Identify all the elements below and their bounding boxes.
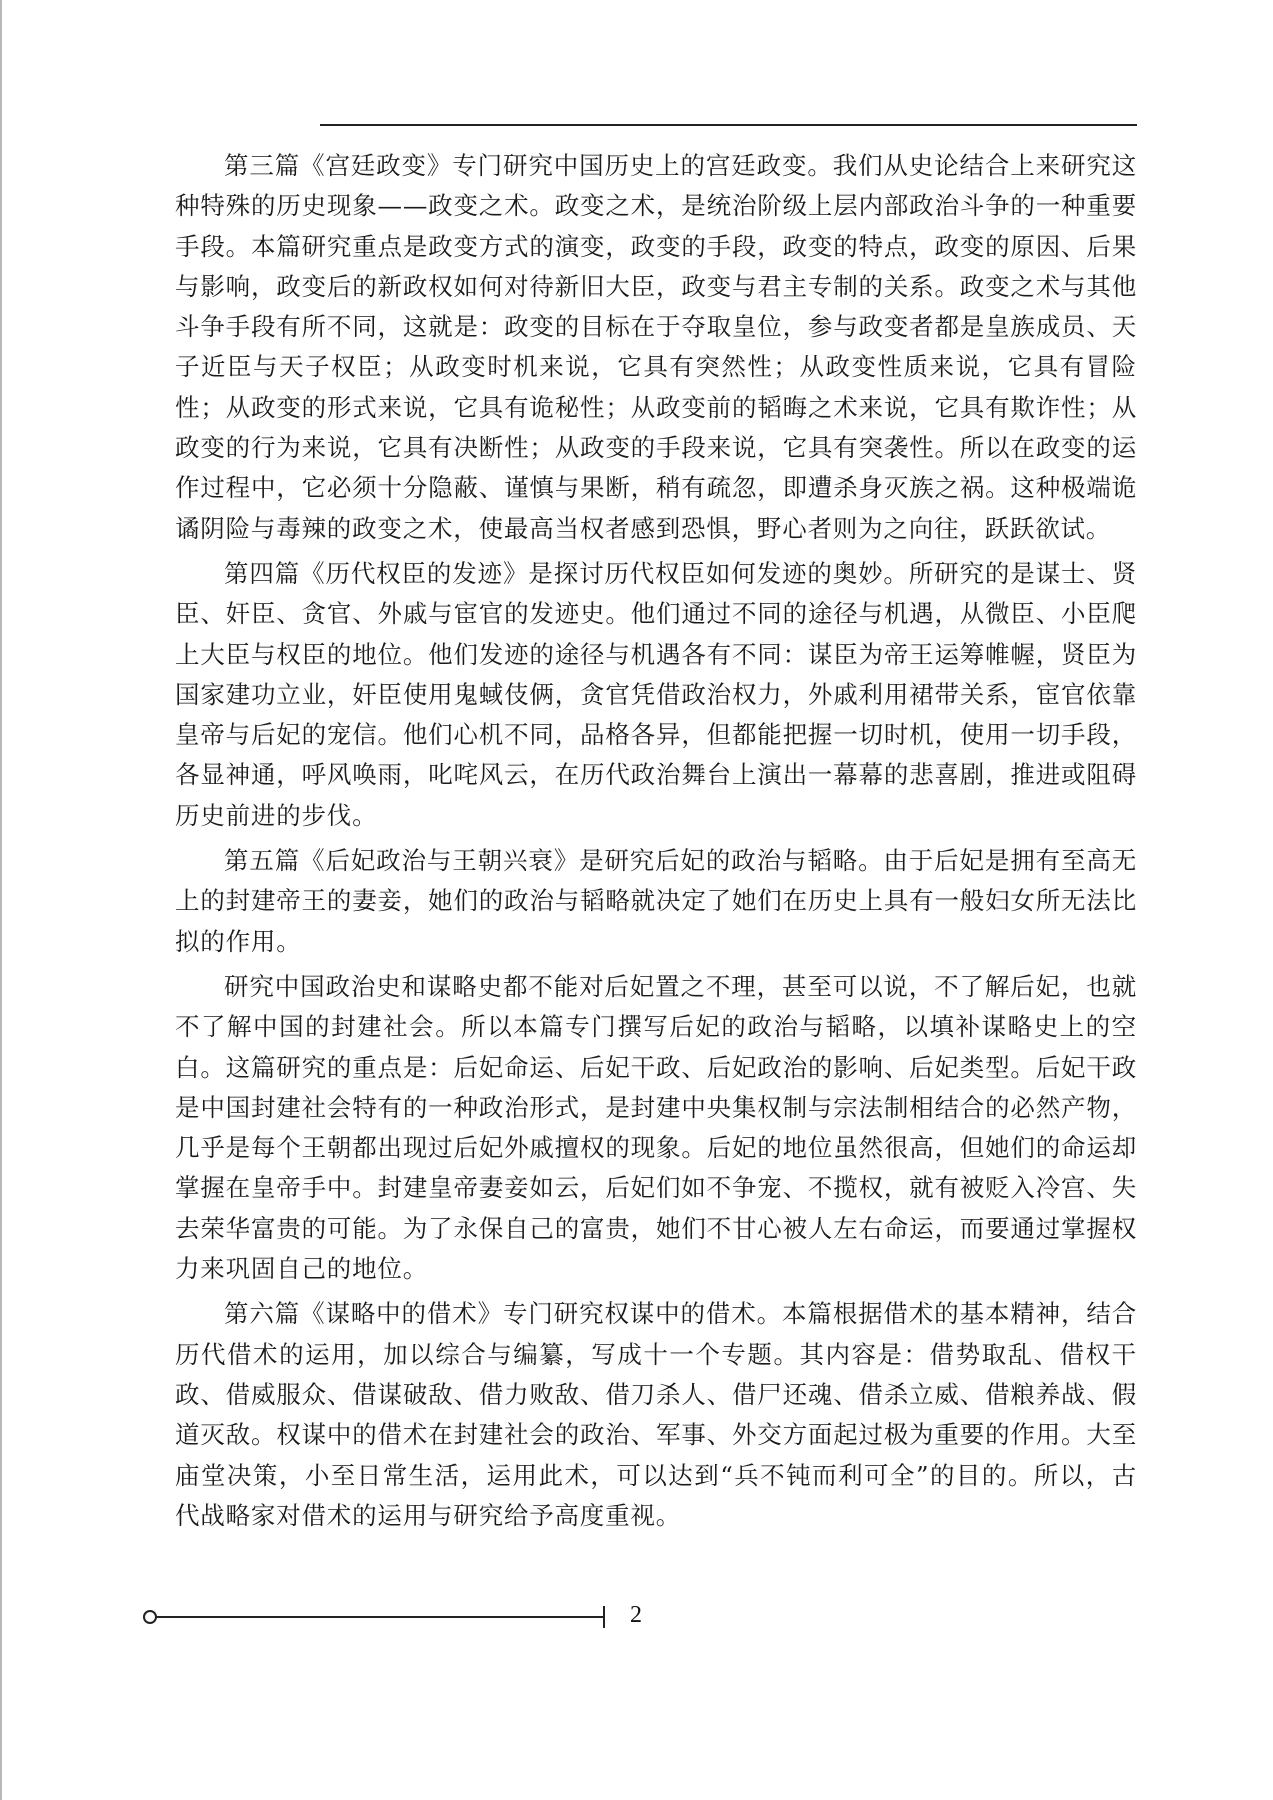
paragraph-consort-research: 研究中国政治史和谋略史都不能对后妃置之不理，甚至可以说，不了解后妃，也就不了解中国的封建社会。所以本篇专门撰写后妃的政治与韬略，以填补谋略史上的空白。这篇研究的重点是：后妃命运、后妃干政、后妃政治的影响、后妃类型。后妃干政是中国封建社会特有的一种政治形式，是封建中央集权制与宗法制相结合的必然产物，几乎是每个王朝都出现过后妃外戚擅权的现象。后妃的地位虽然很高，但她们的命运却掌握在皇帝手中。封建皇帝妻妾如云，后妃们如不争宠、不揽权，就有被贬入冷宫、失去荣华富贵的可能。为了永保自己的富贵，她们不甘心被人左右命运，而要通过掌握权力来巩固自己的地位。	[175, 971, 1137, 1284]
page-body	[175, 146, 1137, 1541]
page-edge	[0, 0, 2, 1800]
paragraph-section-four: 第四篇《历代权臣的发迹》是探讨历代权臣如何发迹的奥妙。所研究的是谋士、贤臣、奸臣、贪官、外戚与宦官的发迹史。他们通过不同的途径与机遇，从微臣、小臣爬上大臣与权臣的地位。他们发迹的途径与机遇各有不同：谋臣为帝王运筹帷幄，贤臣为国家建功立业，奸臣使用鬼蜮伎俩，贪官凭借政治权力，外戚利用裙带关系，宦官依靠皇帝与后妃的宠信。他们心机不同，品格各异，但都能把握一切时机，使用一切手段，各显神通，呼风唤雨，叱咤风云，在历代政治舞台上演出一幕幕的悲喜剧，推进或阻碍历史前进的步伐。	[175, 558, 1137, 830]
footer-ornament	[143, 1606, 613, 1628]
paragraph-section-five: 第五篇《后妃政治与王朝兴衰》是研究后妃的政治与韬略。由于后妃是拥有至高无上的封建帝王的妻妾，她们的政治与韬略就决定了她们在历史上具有一般妇女所无法比拟的作用。	[175, 846, 1137, 956]
paragraph-section-three: 第三篇《宫廷政变》专门研究中国历史上的宫廷政变。我们从史论结合上来研究这种特殊的历史现象——政变之术。政变之术，是统治阶级上层内部政治斗争的一种重要手段。本篇研究重点是政变方式的演变，政变的手段，政变的特点，政变的原因、后果与影响，政变后的新政权如何对待新旧大臣，政变与君主专制的关系。政变之术与其他斗争手段有所不同，这就是：政变的目标在于夺取皇位，参与政变者都是皇族成员、天子近臣与天子权臣；从政变时机来说，它具有突然性；从政变性质来说，它具有冒险性；从政变的形式来说，它具有诡秘性；从政变前的韬晦之术来说，它具有欺诈性；从政变的行为来说，它具有决断性；从政变的手段来说，它具有突袭性。所以在政变的运作过程中，它必须十分隐蔽、谨慎与果断，稍有疏忽，即遭杀身灭族之祸。这种极端诡谲阴险与毒辣的政变之术，使最高当权者感到恐惧，野心者则为之向往，跃跃欲试。	[175, 151, 1137, 543]
footer-line	[155, 1616, 605, 1618]
page-number: 2	[630, 1602, 642, 1628]
footer-tick	[603, 1606, 605, 1628]
paragraph-section-six: 第六篇《谋略中的借术》专门研究权谋中的借术。本篇根据借术的基本精神，结合历代借术的运用，加以综合与编纂，写成十一个专题。其内容是：借势取乱、借权干政、借威服众、借谋破敌、借力败敌、借刀杀人、借尸还魂、借杀立威、借粮养战、假道灭敌。权谋中的借术在封建社会的政治、军事、外交方面起过极为重要的作用。大至庙堂决策，小至日常生活，运用此术，可以达到“兵不钝而利可全”的目的。所以，古代战略家对借术的运用与研究给予高度重视。	[175, 1299, 1137, 1530]
header-rule	[320, 124, 1137, 126]
